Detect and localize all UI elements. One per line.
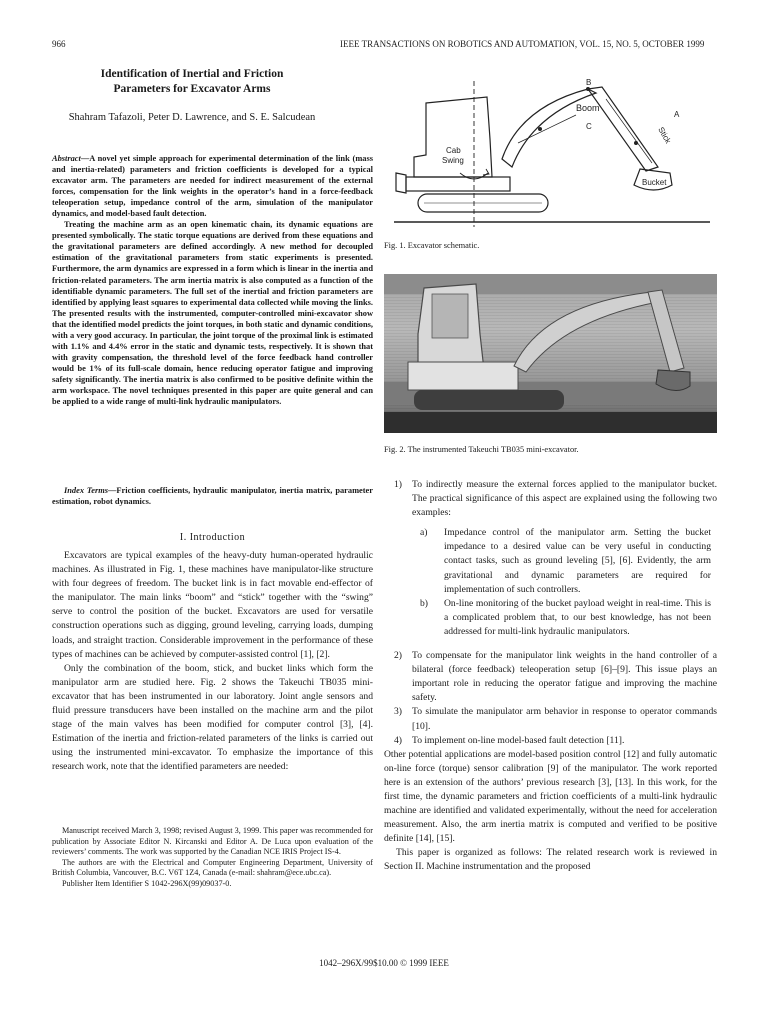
figure-2-photo xyxy=(384,274,717,433)
mini-excavator-photo xyxy=(384,274,717,433)
label-bucket: Bucket xyxy=(642,178,667,187)
abstract-text-1: —A novel yet simple approach for experimental determination of the link (mass and inertia-related) parameters and friction coefficients is developed for a typical excavator arm. The parameters are needed for indirect measurement of the external forces, compensation for the link weights in the operator’s hand in a force-feedback teleoperation setup, impedance control of the arm, simulation of the manipulator dynamics, and model-based fault detection. xyxy=(52,154,373,219)
list-number-4: 4) xyxy=(394,734,402,746)
intro-paragraph-2: Only the combination of the boom, stick, and bucket links which form the manipulator arm are studied here. Fig. 2 shows the Takeuchi TB035 mini-excavator that has been instrumented in our laboratory. Joint angle sensors and fluid pressure transducers have been installed on the machine arm and the pilot stage of the main valves has been modified for computer control [3], [4]. Estimation of the inertia and friction-related parameters of the links is carried out using the instrumented mini-excavator. To emphasize the importance of this research work, note that the identified parameters are needed: xyxy=(52,662,373,773)
list-text-1a: Impedance control of the manipulator arm. Setting the bucket impedance to a desired value can be very useful in conducting contact tasks, such as ground leveling [5], [6]. Evidently, the arm gravitational and dynamic parameters are required for implementation of such controllers. xyxy=(444,527,711,595)
index-terms xyxy=(52,485,373,507)
abstract xyxy=(52,153,373,407)
label-a: A xyxy=(674,110,680,119)
list-item-3 xyxy=(384,705,717,733)
label-swing: Swing xyxy=(442,156,464,165)
footnote-affiliation: The authors are with the Electrical and Computer Engineering Department, University of British Columbia, Vancouver, B.C. V6T 1Z4, Canada (e-mail: shahram@ece.ubc.ca). xyxy=(52,857,373,877)
footnote-identifier: Publisher Item Identifier S 1042-296X(99)09037-0. xyxy=(62,878,232,888)
list-text-1: To indirectly measure the external forces applied to the manipulator bucket. The practical significance of this aspect are explained using the following two examples: xyxy=(412,479,717,519)
index-terms-lead: Index Terms xyxy=(64,486,109,495)
copyright-footer: 1042–296X/99$10.00 © 1999 IEEE xyxy=(319,958,449,968)
figure-1-schematic xyxy=(390,77,716,229)
list-number-3: 3) xyxy=(394,706,402,718)
label-stick: Stick xyxy=(656,125,673,146)
label-c: C xyxy=(586,122,592,131)
list-text-2: To compensate for the manipulator link weights in the hand controller of a bilateral (force feedback) teleoperation setup [6]–[9]. This issue plays an important role in reducing the operator fatigue and improving the machine safety. xyxy=(412,650,717,704)
abstract-paragraph-2: Treating the machine arm as an open kinematic chain, its dynamic equations are presented symbolically. The static torque equations are derived from these equations and the gravitational parameters are defined accordingly. A new method for decoupled estimation of the gravitational parameters from static experiments is presented. Furthermore, the arm dynamics are expressed in a form which is linear in the inertia and friction-related parameters. The arm inertia matrix is also computed as a function of the identifiable dynamic parameters. The full set of the inertial and friction parameters are identified by applying least squares to experimental data collected while moving the links. The presented results with the instrumented, computer-controlled mini-excavator show that the identified model predicts the joint torques, in both static and dynamic conditions, with a very good accuracy. In particular, the joint torque of the proximal link is estimated with 1.1% and 4.4% error in the static and dynamic tests, respectively. It is shown that with gravity compensation, the threshold level of the force feedback hand controller would be 1% of its full-scale domain, hence reducing operator fatigue and improving safety significantly. The inertia matrix is also confirmed to be positive definite within the arm workspace. The novel techniques presented in this paper are quite general and can be applied to a wide range of multi-link hydraulic manipulators. xyxy=(52,220,373,407)
footnotes xyxy=(52,826,373,889)
index-terms-text: —Friction coefficients, hydraulic manipulator, inertia matrix, parameter estimation, robot dynamics. xyxy=(52,486,373,506)
footnote-manuscript: Manuscript received March 3, 1998; revised August 3, 1999. This paper was recommended for publication by Associate Editor N. Kircanski and Editor A. De Luca upon evaluation of the reviewers’ comments. The work was supported by the Canadian NCE IRIS Project IS-4. xyxy=(52,826,373,856)
list-item-2 xyxy=(384,649,717,705)
label-b: B xyxy=(586,78,592,87)
figure-2-caption: Fig. 2. The instrumented Takeuchi TB035 mini-excavator. xyxy=(384,445,579,454)
list-text-4: To implement on-line model-based fault detection [11]. xyxy=(412,734,625,746)
page-number: 966 xyxy=(52,39,66,49)
right-paragraph-1: Other potential applications are model-based position control [12] and fully automatic on-line force (torque) sensor calibration [9] of the manipulator. The work reported here is an extension of the authors’ previous research [3], [13]. In this work, for the first time, the dynamic parameters and friction coefficients of a multi-link hydraulic machine are identified and validated experimentally, without the need for acceleration measurement. Also, the arm inertia matrix is computed and verified to be positive definite [14], [15]. xyxy=(384,748,717,845)
abstract-paragraph-1 xyxy=(52,153,373,219)
title-line-1: Identification of Inertial and Friction xyxy=(100,68,284,80)
title-line-2: Parameters for Excavator Arms xyxy=(113,83,271,95)
list-text-3: To simulate the manipulator arm behavior in response to operator commands [10]. xyxy=(412,706,717,732)
authors: Shahram Tafazoli, Peter D. Lawrence, and S. E. Salcudean xyxy=(68,112,316,123)
list-item-4 xyxy=(384,734,717,748)
paper-title xyxy=(60,67,324,97)
label-cab: Cab xyxy=(446,146,461,155)
intro-paragraph-1: Excavators are typical examples of the heavy-duty human-operated hydraulic machines. As illustrated in Fig. 1, these machines have manipulator-like structure with four degrees of freedom. The bucket link is in fact movable end-effector of the manipulator. The main links “boom” and “stick” together with the “swing” serve to control the position of the bucket. Excavators are used for versatile construction operations such as digging, ground leveling, carrying loads, dumping loads, and straight traction. Considerable improvement in the performance of these types of machines can be achieved by computer-assisted control [1], [2]. xyxy=(52,550,373,660)
label-boom: Boom xyxy=(576,103,600,113)
right-column-text xyxy=(384,478,717,875)
section-title: I. Introduction xyxy=(179,532,246,543)
abstract-lead: Abstract xyxy=(52,154,81,163)
list-text-1b: On-line monitoring of the bucket payload weight in real-time. This is a complicated problem that, to our best knowledge, has not been addressed for multi-link hydraulic manipulators. xyxy=(444,597,711,637)
list-item-1b xyxy=(384,597,717,639)
list-item-1 xyxy=(384,478,717,520)
list-number-2: 2) xyxy=(394,650,402,662)
excavator-schematic-drawing xyxy=(390,77,716,229)
list-item-1a xyxy=(384,526,717,596)
journal-header: IEEE TRANSACTIONS ON ROBOTICS AND AUTOMATION, VOL. 15, NO. 5, OCTOBER 1999 xyxy=(340,39,705,49)
figure-1-caption: Fig. 1. Excavator schematic. xyxy=(384,241,480,250)
right-paragraph-2: This paper is organized as follows: The related research work is reviewed in Section II. Machine instrumentation and the proposed xyxy=(384,847,717,873)
list-number-1b: b) xyxy=(420,597,428,609)
list-number-1: 1) xyxy=(394,479,402,490)
introduction-body xyxy=(52,549,373,775)
list-number-1a: a) xyxy=(420,527,428,539)
